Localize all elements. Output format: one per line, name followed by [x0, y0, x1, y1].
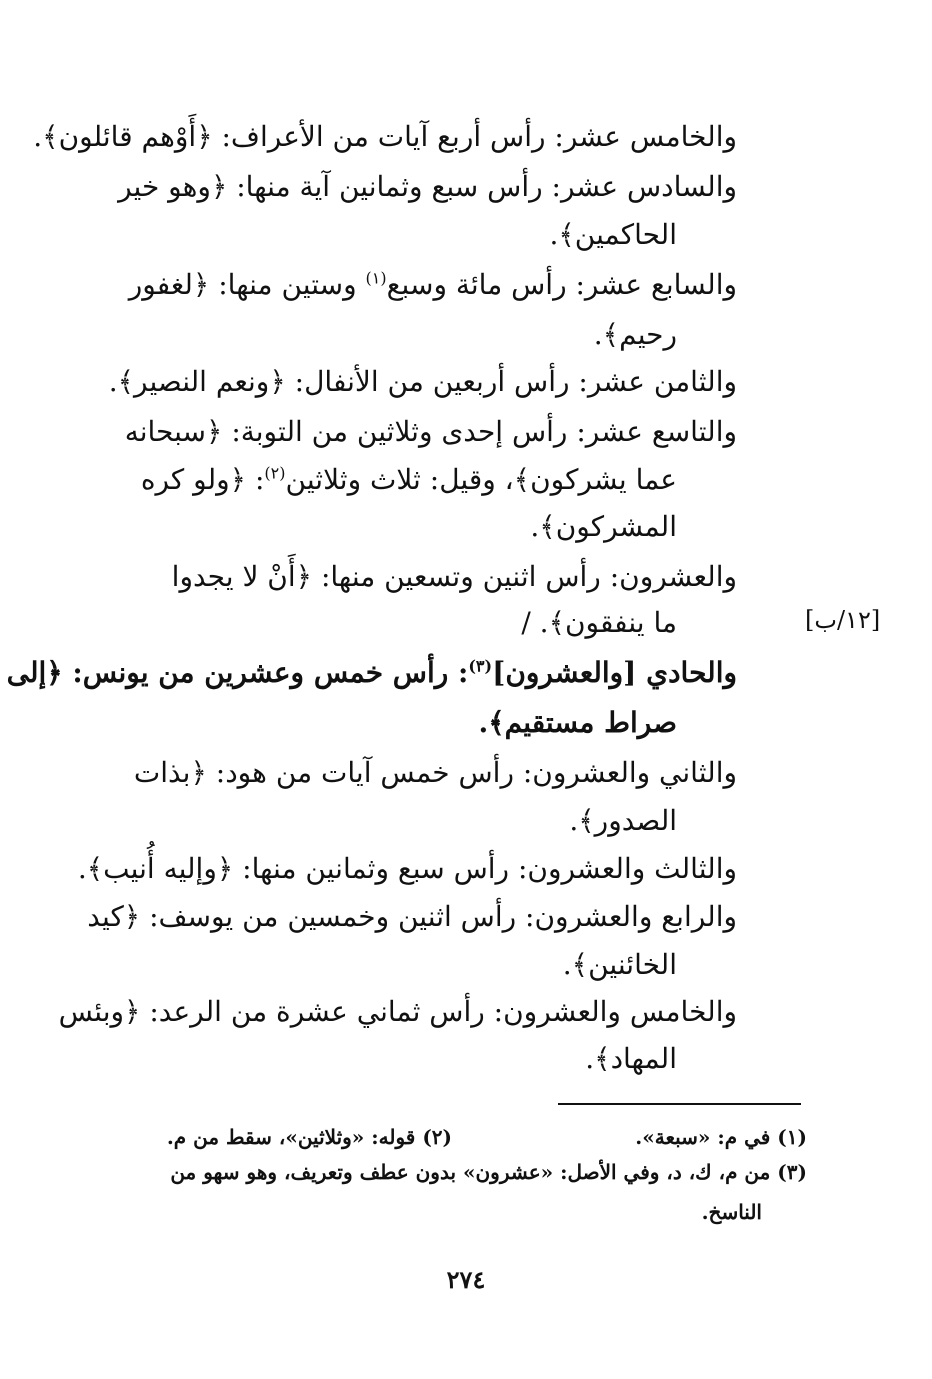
entry-17-continuation [594, 318, 677, 351]
entry-19-continuation [141, 463, 677, 496]
entry-line-start: والحادي [والعشرون] [492, 656, 737, 689]
entry-22-continuation [569, 804, 677, 837]
entry-line: الخائنين﴾. [562, 948, 677, 981]
entry-line: والسادس عشر: رأس سبع وثمانين آية منها: ﴿وهو خير [118, 170, 737, 203]
entry-line: والثالث والعشرون: رأس سبع وثمانين منها: ﴿وإليه أُنيب﴾. [77, 852, 737, 885]
entry-line: والتاسع عشر: رأس إحدى وثلاثين من التوبة: ﴿سبحانه [124, 415, 737, 448]
entry-18 [109, 365, 737, 398]
footnote-3: (٣) من م، ك، د، وفي الأصل: «عشرون» بدون عطف وتعريف، وهو سهو من [170, 1160, 807, 1184]
entry-line-end: : ﴿ولو كره [140, 463, 265, 496]
footnote-divider [558, 1103, 801, 1105]
footnote-ref-1: (١) [365, 268, 387, 288]
entry-20 [172, 560, 737, 593]
entry-24 [87, 900, 737, 933]
entry-16-continuation [549, 218, 677, 251]
entry-20-continuation [521, 606, 677, 639]
entry-15 [33, 120, 737, 153]
page-number: ٢٧٤ [446, 1265, 486, 1294]
footnote-ref-3: (٣) [468, 656, 493, 676]
entry-21-continuation [479, 706, 677, 739]
entry-line-end: : رأس خمس وعشرين من يونس: ﴿إلى [6, 656, 469, 689]
footnote-1: (١) في م: «سبعة». [635, 1125, 807, 1149]
entry-line: الصدور﴾. [569, 804, 677, 837]
entry-line: والثامن عشر: رأس أربعين من الأنفال: ﴿ونعم النصير﴾. [108, 365, 737, 398]
entry-line: ما ينفقون﴾. / [521, 606, 677, 639]
entry-23 [78, 852, 737, 885]
entry-line: رحيم﴾. [593, 318, 677, 351]
entry-line-start: والسابع عشر: رأس مائة وسبع [386, 268, 737, 301]
entry-21 [7, 656, 737, 689]
folio-marker: [١٢/ب] [805, 606, 881, 634]
entry-line: والخامس والعشرون: رأس ثماني عشرة من الرعد: ﴿وبئس [58, 995, 737, 1028]
entry-19-continuation-2 [530, 510, 677, 543]
entry-19 [125, 415, 737, 448]
entry-24-continuation [563, 948, 677, 981]
entry-line: والرابع والعشرون: رأس اثنين وخمسين من يوسف: ﴿كيد [87, 900, 737, 933]
entry-line: الحاكمين﴾. [549, 218, 677, 251]
entry-16 [118, 170, 737, 203]
entry-line-end: وستين منها: ﴿لغفور [128, 268, 366, 301]
entry-17 [129, 268, 737, 301]
entry-line: المهاد﴾. [585, 1042, 677, 1075]
entry-line: والثاني والعشرون: رأس خمس آيات من هود: ﴿بذات [133, 756, 737, 789]
entry-25 [59, 995, 737, 1028]
entry-line: المشركون﴾. [530, 510, 677, 543]
footnote-2: (٢) قوله: «وثلاثين»، سقط من م. [166, 1125, 452, 1149]
footnote-3-continuation: الناسخ. [701, 1200, 762, 1224]
entry-22 [134, 756, 737, 789]
entry-line: صراط مستقيم﴾. [478, 706, 677, 739]
entry-25-continuation [585, 1042, 677, 1075]
entry-line: والعشرون: رأس اثنين وتسعين منها: ﴿أَنْ لا يجدوا [171, 560, 737, 593]
entry-line-start: عما يشركون﴾، وقيل: ثلاث وثلاثين [285, 463, 677, 496]
footnote-ref-2: (٢) [264, 463, 286, 483]
entry-line: والخامس عشر: رأس أربع آيات من الأعراف: ﴿أَوْهم قائلون﴾. [33, 120, 737, 153]
